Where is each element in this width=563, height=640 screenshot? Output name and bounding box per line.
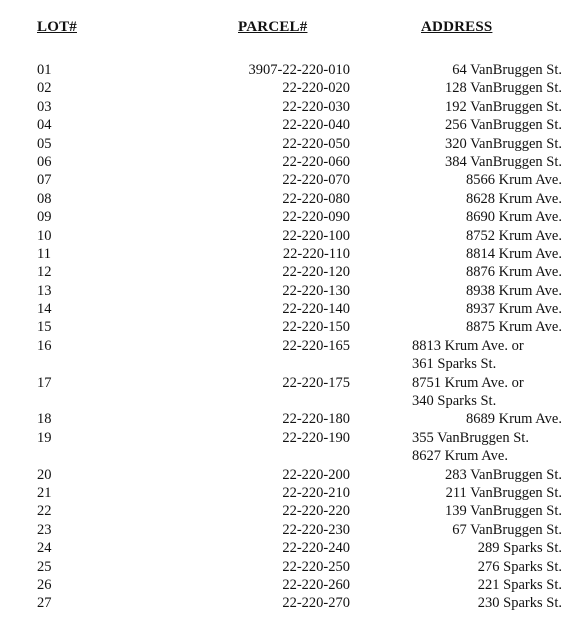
address-cell bbox=[412, 558, 562, 576]
lot-number: 16 bbox=[37, 337, 52, 354]
parcel-number: 22-220-150 bbox=[282, 319, 350, 336]
table-row bbox=[0, 594, 563, 612]
table-row bbox=[0, 227, 563, 245]
parcel-number: 22-220-210 bbox=[282, 485, 350, 502]
address-line: 340 Sparks St. bbox=[412, 393, 497, 410]
lot-number: 05 bbox=[37, 135, 52, 152]
address-cell bbox=[412, 374, 562, 411]
parcel-number: 22-220-180 bbox=[282, 411, 350, 428]
address-cell bbox=[412, 245, 562, 263]
address-cell bbox=[412, 576, 562, 594]
parcel-column-header: PARCEL# bbox=[238, 19, 308, 35]
lot-number: 10 bbox=[37, 227, 52, 244]
parcel-number: 22-220-020 bbox=[282, 80, 350, 97]
parcel-number: 22-220-060 bbox=[282, 153, 350, 170]
lot-number: 21 bbox=[37, 485, 52, 502]
address-cell bbox=[412, 300, 562, 318]
address-cell bbox=[412, 79, 562, 97]
parcel-number: 22-220-070 bbox=[282, 172, 350, 189]
address-line: 8938 Krum Ave. bbox=[466, 282, 562, 299]
lot-number: 27 bbox=[37, 595, 52, 612]
lot-number: 18 bbox=[37, 411, 52, 428]
address-cell bbox=[412, 116, 562, 134]
address-line: 8627 Krum Ave. bbox=[412, 448, 508, 465]
parcel-number: 22-220-110 bbox=[282, 245, 350, 262]
address-line: 355 VanBruggen St. bbox=[412, 429, 529, 446]
table-row bbox=[0, 208, 563, 226]
table-row bbox=[0, 300, 563, 318]
address-cell bbox=[412, 208, 562, 226]
address-column-header: ADDRESS bbox=[421, 19, 493, 35]
table-row bbox=[0, 282, 563, 300]
address-line: 8937 Krum Ave. bbox=[466, 301, 562, 318]
address-cell bbox=[412, 190, 562, 208]
address-cell bbox=[412, 594, 562, 612]
address-line: 8751 Krum Ave. or bbox=[412, 374, 524, 391]
lot-number: 12 bbox=[37, 264, 52, 281]
address-line: 8628 Krum Ave. bbox=[466, 190, 562, 207]
parcel-number: 22-220-030 bbox=[282, 98, 350, 115]
parcel-number: 22-220-165 bbox=[282, 337, 350, 354]
parcel-number: 22-220-100 bbox=[282, 227, 350, 244]
parcel-number: 22-220-260 bbox=[282, 576, 350, 593]
parcel-number: 22-220-200 bbox=[282, 466, 350, 483]
address-cell bbox=[412, 135, 562, 153]
table-row bbox=[0, 153, 563, 171]
lot-number: 04 bbox=[37, 117, 52, 134]
address-cell bbox=[412, 263, 562, 281]
lot-number: 06 bbox=[37, 153, 52, 170]
table-row bbox=[0, 502, 563, 520]
lot-number: 08 bbox=[37, 190, 52, 207]
address-cell bbox=[412, 521, 562, 539]
address-line: 67 VanBruggen St. bbox=[452, 521, 562, 538]
lot-number: 23 bbox=[37, 521, 52, 538]
table-row bbox=[0, 171, 563, 189]
table-row bbox=[0, 539, 563, 557]
table-row bbox=[0, 558, 563, 576]
table-row bbox=[0, 135, 563, 153]
address-cell bbox=[412, 318, 562, 336]
address-cell bbox=[412, 484, 562, 502]
address-line: 8752 Krum Ave. bbox=[466, 227, 562, 244]
parcel-number: 3907-22-220-010 bbox=[248, 62, 350, 78]
address-cell bbox=[412, 539, 562, 557]
address-line: 8814 Krum Ave. bbox=[466, 245, 562, 262]
table-row bbox=[0, 79, 563, 97]
lot-table bbox=[0, 61, 563, 613]
address-line: 276 Sparks St. bbox=[477, 558, 562, 575]
lot-number: 07 bbox=[37, 172, 52, 189]
lot-number: 11 bbox=[37, 245, 51, 262]
lot-number: 26 bbox=[37, 576, 52, 593]
address-cell bbox=[412, 98, 562, 116]
parcel-number: 22-220-080 bbox=[282, 190, 350, 207]
address-line: 8690 Krum Ave. bbox=[466, 209, 562, 226]
address-line: 128 VanBruggen St. bbox=[445, 80, 562, 97]
parcel-number: 22-220-230 bbox=[282, 521, 350, 538]
lot-number: 17 bbox=[37, 374, 52, 391]
lot-number: 01 bbox=[37, 62, 52, 78]
table-row bbox=[0, 484, 563, 502]
table-row bbox=[0, 61, 563, 79]
lot-number: 22 bbox=[37, 503, 52, 520]
address-line: 8566 Krum Ave. bbox=[466, 172, 562, 189]
table-row bbox=[0, 466, 563, 484]
address-line: 139 VanBruggen St. bbox=[445, 503, 562, 520]
address-line: 192 VanBruggen St. bbox=[445, 98, 562, 115]
lot-number: 24 bbox=[37, 540, 52, 557]
address-cell bbox=[412, 502, 562, 520]
address-line: 8689 Krum Ave. bbox=[466, 411, 562, 428]
address-line: 283 VanBruggen St. bbox=[445, 466, 562, 483]
table-row bbox=[0, 116, 563, 134]
address-cell bbox=[412, 171, 562, 189]
table-row bbox=[0, 318, 563, 336]
parcel-number: 22-220-140 bbox=[282, 301, 350, 318]
table-row bbox=[0, 429, 563, 466]
address-cell bbox=[412, 282, 562, 300]
lot-column-header: LOT# bbox=[37, 19, 77, 35]
address-line: 8876 Krum Ave. bbox=[466, 264, 562, 281]
parcel-number: 22-220-190 bbox=[282, 429, 350, 446]
lot-number: 15 bbox=[37, 319, 52, 336]
parcel-number: 22-220-240 bbox=[282, 540, 350, 557]
lot-number: 20 bbox=[37, 466, 52, 483]
address-cell bbox=[412, 429, 562, 466]
parcel-number: 22-220-120 bbox=[282, 264, 350, 281]
address-line: 361 Sparks St. bbox=[412, 356, 497, 373]
table-row bbox=[0, 245, 563, 263]
address-line: 230 Sparks St. bbox=[477, 595, 562, 612]
address-line: 8875 Krum Ave. bbox=[466, 319, 562, 336]
table-row bbox=[0, 263, 563, 281]
address-cell bbox=[412, 227, 562, 245]
address-line: 256 VanBruggen St. bbox=[445, 117, 562, 134]
address-line: 221 Sparks St. bbox=[477, 576, 562, 593]
parcel-number: 22-220-250 bbox=[282, 558, 350, 575]
address-line: 64 VanBruggen St. bbox=[452, 62, 562, 78]
address-line: 320 VanBruggen St. bbox=[445, 135, 562, 152]
table-row bbox=[0, 521, 563, 539]
address-line: 289 Sparks St. bbox=[477, 540, 562, 557]
table-row bbox=[0, 98, 563, 116]
lot-number: 02 bbox=[37, 80, 52, 97]
lot-number: 03 bbox=[37, 98, 52, 115]
address-cell bbox=[412, 153, 562, 171]
lot-number: 09 bbox=[37, 209, 52, 226]
lot-number: 19 bbox=[37, 429, 52, 446]
parcel-number: 22-220-175 bbox=[282, 374, 350, 391]
address-cell bbox=[412, 410, 562, 428]
parcel-number: 22-220-040 bbox=[282, 117, 350, 134]
table-row bbox=[0, 410, 563, 428]
table-row bbox=[0, 190, 563, 208]
address-line: 211 VanBruggen St. bbox=[445, 485, 562, 502]
lot-number: 13 bbox=[37, 282, 52, 299]
lot-number: 25 bbox=[37, 558, 52, 575]
parcel-number: 22-220-050 bbox=[282, 135, 350, 152]
address-cell bbox=[412, 337, 562, 374]
table-row bbox=[0, 374, 563, 411]
parcel-number: 22-220-220 bbox=[282, 503, 350, 520]
address-line: 384 VanBruggen St. bbox=[445, 153, 562, 170]
parcel-number: 22-220-270 bbox=[282, 595, 350, 612]
address-cell bbox=[412, 61, 562, 79]
lot-number: 14 bbox=[37, 301, 52, 318]
address-cell bbox=[412, 466, 562, 484]
parcel-number: 22-220-130 bbox=[282, 282, 350, 299]
address-line: 8813 Krum Ave. or bbox=[412, 337, 524, 354]
parcel-number: 22-220-090 bbox=[282, 209, 350, 226]
table-row bbox=[0, 576, 563, 594]
table-row bbox=[0, 337, 563, 374]
